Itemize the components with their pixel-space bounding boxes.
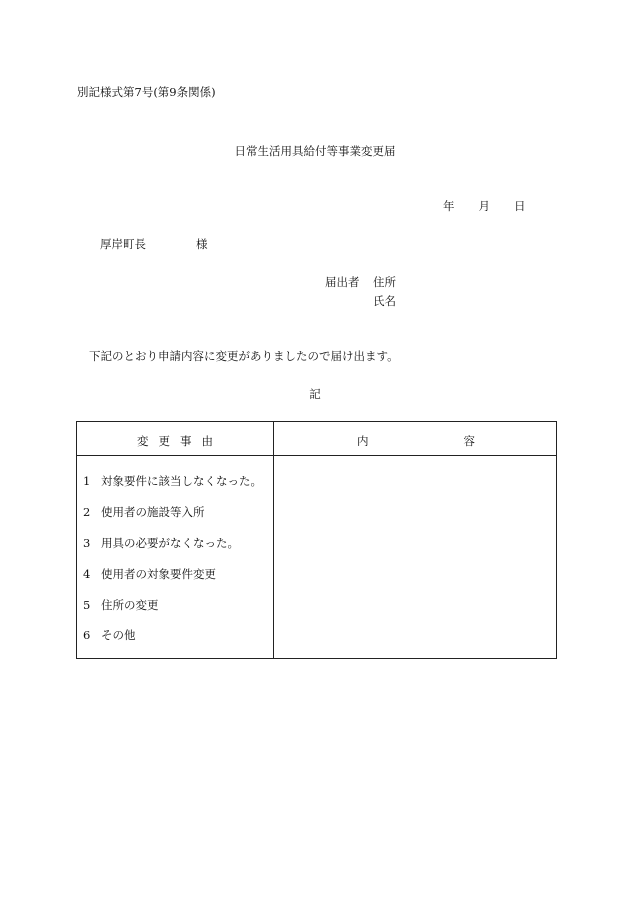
- date-day-label: 日: [514, 199, 526, 213]
- address-label: 住所: [373, 275, 396, 289]
- reason-item: [83, 504, 205, 520]
- reason-item: [83, 627, 136, 643]
- change-reason-table: [76, 421, 557, 659]
- reason-item: [83, 535, 239, 551]
- addressee-name: 厚岸町長: [100, 237, 146, 251]
- name-label: 氏名: [373, 294, 396, 308]
- header-content-char-1: 内: [357, 434, 369, 448]
- reason-item-label: その他: [101, 628, 136, 642]
- reason-item-label: 用具の必要がなくなった。: [101, 536, 239, 550]
- header-content: [274, 433, 558, 449]
- addressee-honorific: 様: [196, 237, 208, 251]
- reason-item-number: 3: [83, 536, 91, 550]
- reason-item: [83, 566, 216, 582]
- reason-item: [83, 597, 159, 613]
- reason-item-label: 対象要件に該当しなくなった。: [101, 474, 262, 488]
- date-year-label: 年: [443, 199, 455, 213]
- intro-text: 下記のとおり申請内容に変更がありましたので届け出ます。: [89, 349, 399, 363]
- reason-item-label: 使用者の施設等入所: [101, 505, 205, 519]
- reason-item-number: 1: [83, 474, 91, 488]
- applicant-label: 届出者: [325, 275, 360, 289]
- reason-item-number: 2: [83, 505, 91, 519]
- header-change-reason: 変更事由: [137, 434, 223, 448]
- reason-item-number: 5: [83, 598, 91, 612]
- reason-item-label: 住所の変更: [101, 598, 159, 612]
- date-line: [443, 198, 526, 214]
- column-divider: [273, 422, 274, 658]
- addressee: [100, 236, 208, 252]
- reason-item-label: 使用者の対象要件変更: [101, 567, 216, 581]
- document-title: 日常生活用具給付等事業変更届: [234, 144, 396, 158]
- date-month-label: 月: [478, 199, 490, 213]
- ki-heading: 記: [309, 387, 321, 401]
- reason-item-number: 4: [83, 567, 91, 581]
- reason-item: [83, 473, 262, 489]
- form-number: 別記様式第7号(第9条関係): [77, 85, 216, 99]
- header-content-char-2: 容: [463, 434, 475, 448]
- reason-item-number: 6: [83, 628, 91, 642]
